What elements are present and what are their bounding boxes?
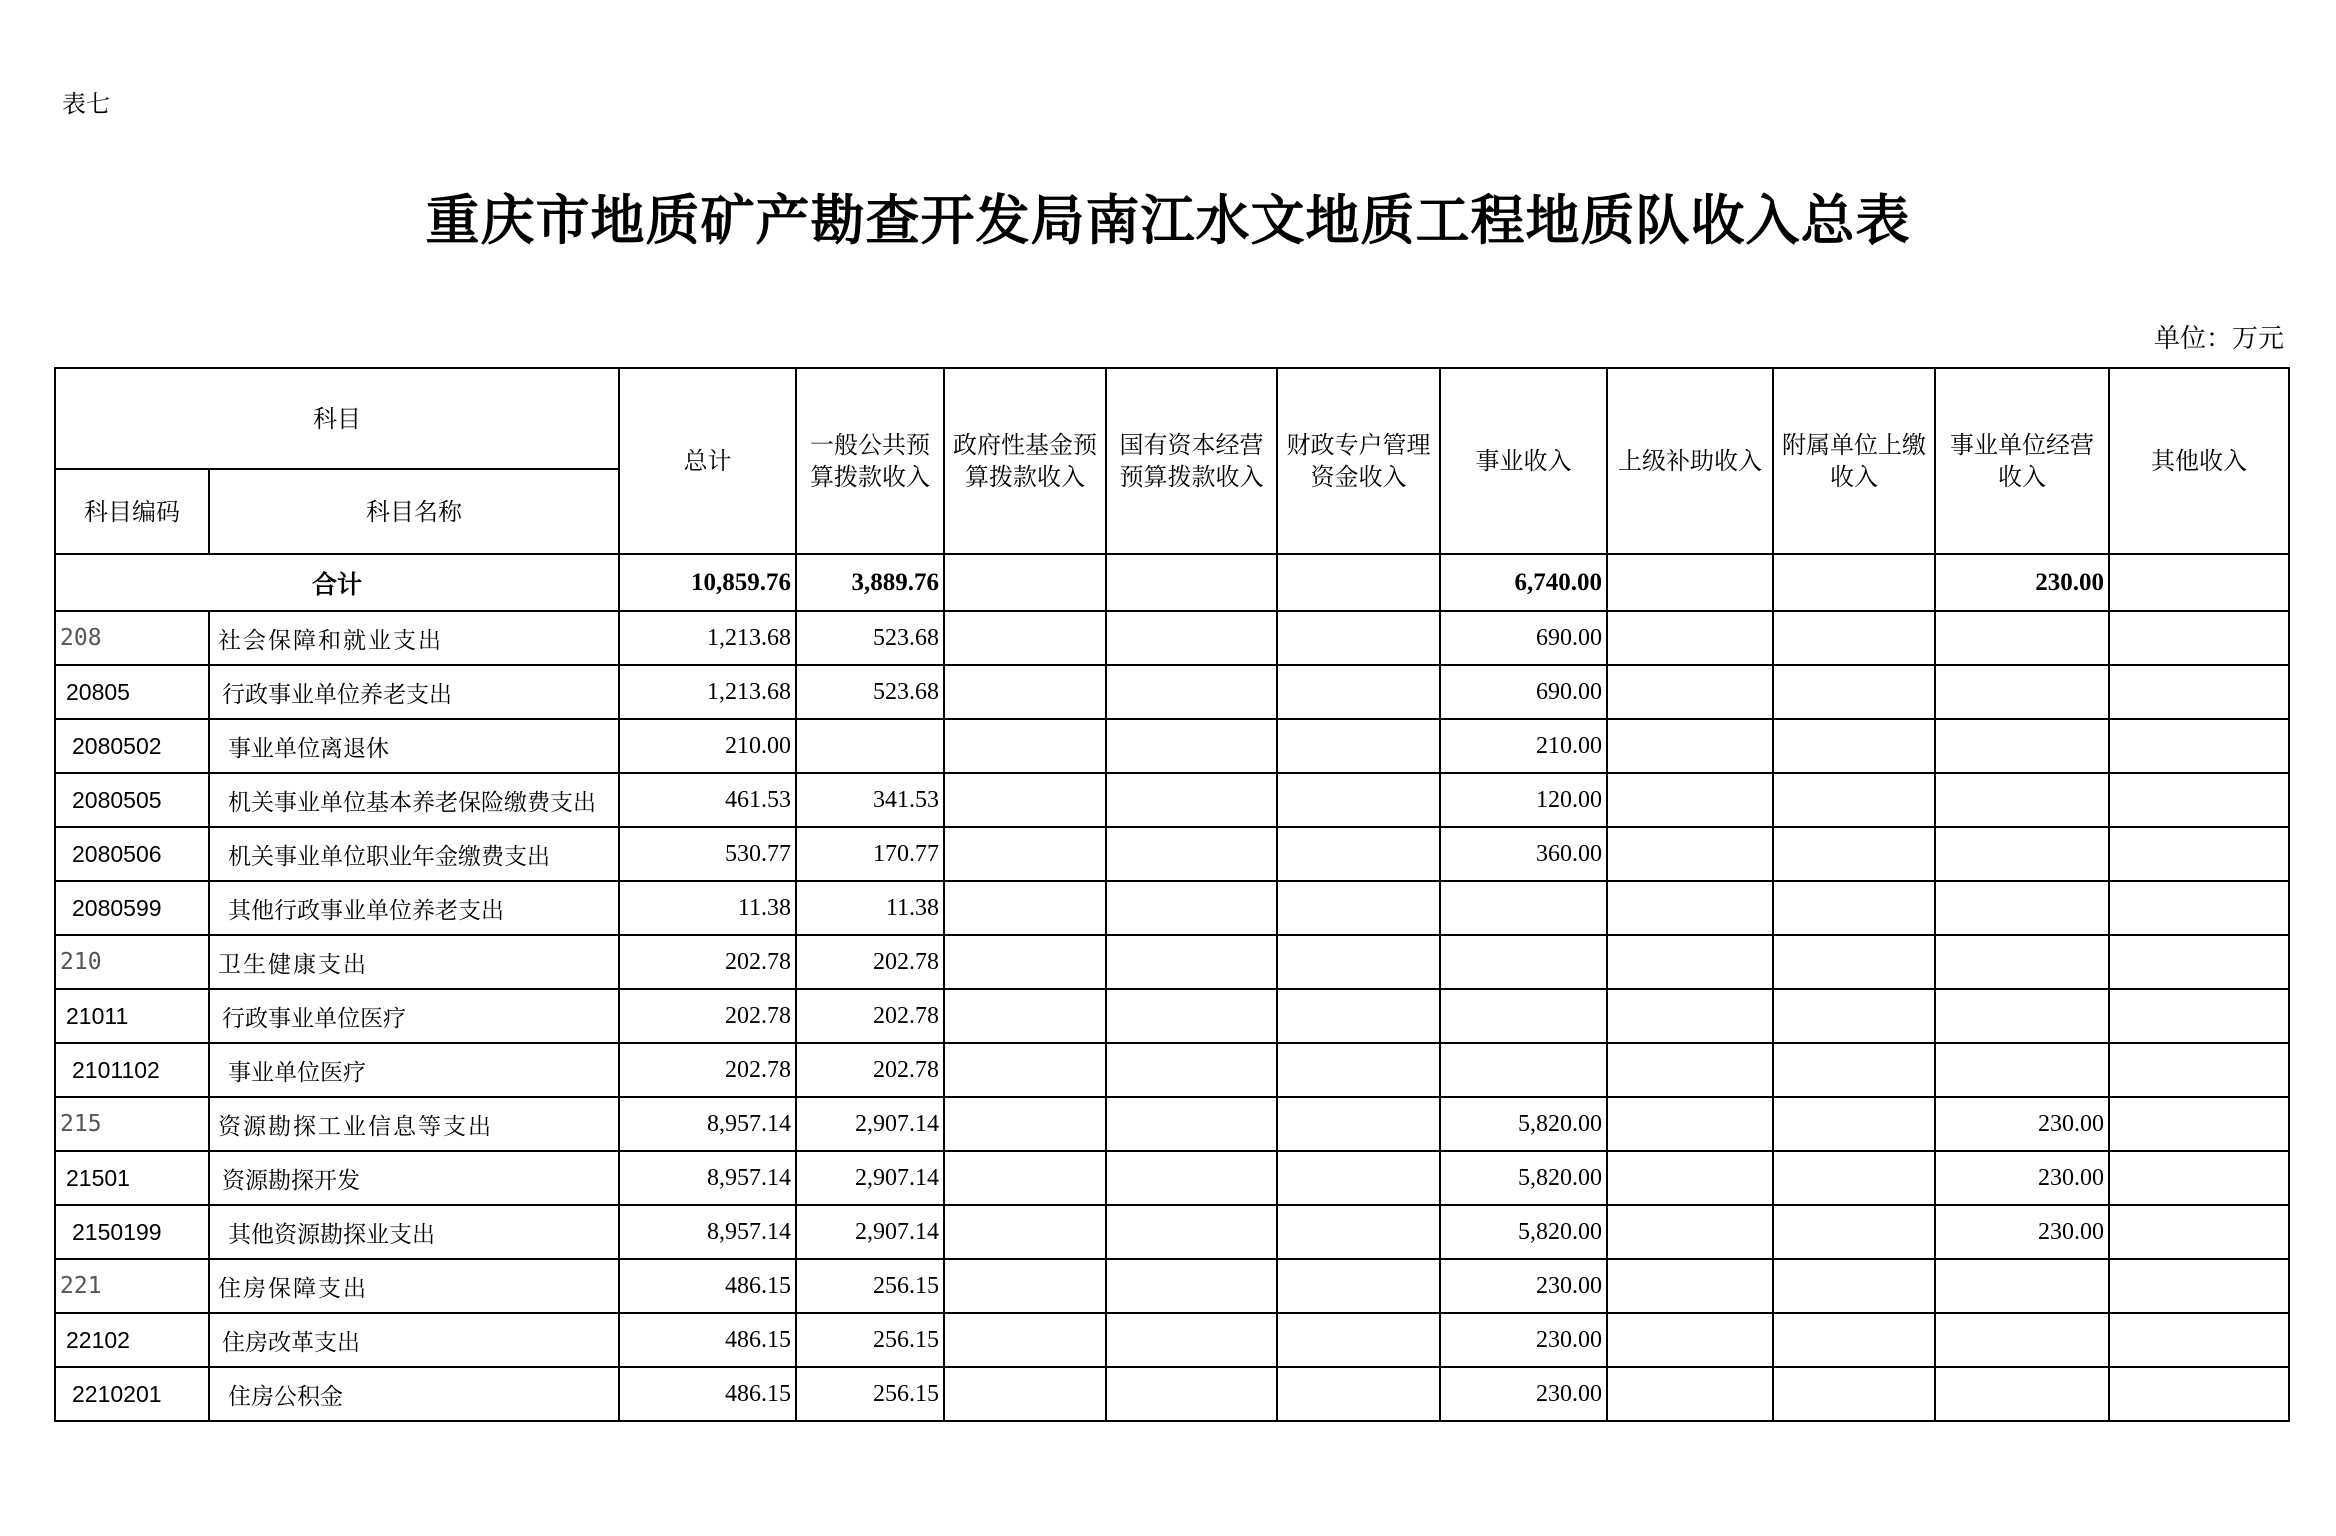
amount-cell (944, 1097, 1106, 1151)
amount-cell (1607, 827, 1773, 881)
header-col-business-income: 事业收入 (1440, 368, 1607, 554)
amount-cell (1277, 1043, 1440, 1097)
amount-cell (1935, 1043, 2109, 1097)
amount-cell (944, 719, 1106, 773)
header-col-superior-subsidy: 上级补助收入 (1607, 368, 1773, 554)
amount-cell (944, 1043, 1106, 1097)
amount-cell (1277, 827, 1440, 881)
amount-cell (944, 881, 1106, 935)
amount-cell (2109, 1367, 2289, 1421)
total-value: 10,859.76 (619, 554, 796, 611)
amount-cell (1773, 881, 1935, 935)
amount-cell (1106, 1259, 1277, 1313)
table-row (55, 1097, 2289, 1151)
amount-cell (2109, 665, 2289, 719)
amount-cell (1773, 719, 1935, 773)
amount-cell (1106, 1205, 1277, 1259)
table-row (55, 611, 2289, 665)
amount-cell (1935, 989, 2109, 1043)
amount-cell (1935, 1313, 2109, 1367)
amount-cell (2109, 611, 2289, 665)
header-subject: 科目 (55, 368, 619, 469)
table-row (55, 935, 2289, 989)
amount-cell (1106, 1313, 1277, 1367)
amount-cell (1773, 1151, 1935, 1205)
unit-label: 单位：万元 (2153, 324, 2284, 354)
total-value (1277, 554, 1440, 611)
amount-cell: 11.38 (796, 881, 944, 935)
amount-cell: 1,213.68 (619, 665, 796, 719)
amount-cell: 230.00 (1935, 1151, 2109, 1205)
amount-cell (944, 1205, 1106, 1259)
amount-cell (2109, 827, 2289, 881)
amount-cell (2109, 1313, 2289, 1367)
subject-code-cell: 21011 (55, 989, 209, 1043)
amount-cell (1607, 1259, 1773, 1313)
header-subject-code: 科目编码 (55, 469, 209, 554)
amount-cell: 256.15 (796, 1313, 944, 1367)
amount-cell: 202.78 (619, 1043, 796, 1097)
amount-cell: 210.00 (619, 719, 796, 773)
amount-cell: 486.15 (619, 1259, 796, 1313)
amount-cell (1277, 611, 1440, 665)
subject-code-cell: 2210201 (55, 1367, 209, 1421)
amount-cell: 5,820.00 (1440, 1151, 1607, 1205)
subject-code-cell: 215 (55, 1097, 209, 1151)
amount-cell (1607, 1367, 1773, 1421)
subject-name-cell: 行政事业单位医疗 (209, 989, 619, 1043)
amount-cell (1277, 881, 1440, 935)
table-row (55, 989, 2289, 1043)
amount-cell (2109, 881, 2289, 935)
subject-code-cell: 2080599 (55, 881, 209, 935)
amount-cell: 230.00 (1935, 1097, 2109, 1151)
header-col-affiliate-payment: 附属单位上缴收入 (1773, 368, 1935, 554)
amount-cell: 486.15 (619, 1367, 796, 1421)
amount-cell (1106, 989, 1277, 1043)
subject-code-cell: 210 (55, 935, 209, 989)
amount-cell: 230.00 (1440, 1313, 1607, 1367)
amount-cell: 170.77 (796, 827, 944, 881)
amount-cell (1106, 611, 1277, 665)
total-value (1773, 554, 1935, 611)
amount-cell (2109, 719, 2289, 773)
subject-name-cell: 机关事业单位职业年金缴费支出 (209, 827, 619, 881)
amount-cell (1935, 719, 2109, 773)
amount-cell: 2,907.14 (796, 1151, 944, 1205)
total-value (1106, 554, 1277, 611)
table-label: 表七 (62, 90, 110, 118)
amount-cell: 2,907.14 (796, 1097, 944, 1151)
amount-cell: 690.00 (1440, 665, 1607, 719)
subject-code-cell: 2080505 (55, 773, 209, 827)
amount-cell (944, 1313, 1106, 1367)
amount-cell (944, 1151, 1106, 1205)
total-value: 230.00 (1935, 554, 2109, 611)
amount-cell (1607, 1313, 1773, 1367)
header-row-top (55, 368, 2289, 469)
subject-name-cell: 事业单位医疗 (209, 1043, 619, 1097)
table-row (55, 773, 2289, 827)
amount-cell: 486.15 (619, 1313, 796, 1367)
header-col-other-income: 其他收入 (2109, 368, 2289, 554)
amount-cell (1106, 719, 1277, 773)
amount-cell (1935, 773, 2109, 827)
header-col-state-capital: 国有资本经营预算拨款收入 (1106, 368, 1277, 554)
total-value (2109, 554, 2289, 611)
amount-cell (1440, 1043, 1607, 1097)
subject-code-cell: 2080506 (55, 827, 209, 881)
amount-cell (1277, 665, 1440, 719)
amount-cell (1607, 989, 1773, 1043)
amount-cell (1607, 665, 1773, 719)
subject-name-cell: 资源勘探开发 (209, 1151, 619, 1205)
amount-cell (1773, 773, 1935, 827)
amount-cell: 11.38 (619, 881, 796, 935)
subject-code-cell: 20805 (55, 665, 209, 719)
header-col-operating-income: 事业单位经营收入 (1935, 368, 2109, 554)
amount-cell (2109, 1259, 2289, 1313)
amount-cell (1773, 1043, 1935, 1097)
total-value: 3,889.76 (796, 554, 944, 611)
amount-cell: 210.00 (1440, 719, 1607, 773)
amount-cell (1440, 935, 1607, 989)
amount-cell (1935, 1367, 2109, 1421)
amount-cell (1106, 1367, 1277, 1421)
amount-cell (1277, 1205, 1440, 1259)
amount-cell: 530.77 (619, 827, 796, 881)
amount-cell: 230.00 (1935, 1205, 2109, 1259)
amount-cell (1773, 1205, 1935, 1259)
amount-cell (1607, 935, 1773, 989)
amount-cell (796, 719, 944, 773)
total-value (1607, 554, 1773, 611)
amount-cell: 8,957.14 (619, 1097, 796, 1151)
amount-cell (1106, 665, 1277, 719)
amount-cell (1607, 773, 1773, 827)
amount-cell (1277, 1313, 1440, 1367)
amount-cell (944, 827, 1106, 881)
amount-cell (1935, 1259, 2109, 1313)
amount-cell (1935, 665, 2109, 719)
total-row (55, 554, 2289, 611)
amount-cell: 461.53 (619, 773, 796, 827)
amount-cell (1773, 1367, 1935, 1421)
subject-name-cell: 资源勘探工业信息等支出 (209, 1097, 619, 1151)
amount-cell (1277, 935, 1440, 989)
table-row (55, 719, 2289, 773)
amount-cell: 360.00 (1440, 827, 1607, 881)
table-row (55, 1151, 2289, 1205)
amount-cell (2109, 1205, 2289, 1259)
subject-code-cell: 22102 (55, 1313, 209, 1367)
amount-cell (2109, 935, 2289, 989)
subject-name-cell: 行政事业单位养老支出 (209, 665, 619, 719)
amount-cell: 5,820.00 (1440, 1097, 1607, 1151)
amount-cell (1607, 881, 1773, 935)
amount-cell (1607, 719, 1773, 773)
amount-cell: 1,213.68 (619, 611, 796, 665)
amount-cell: 2,907.14 (796, 1205, 944, 1259)
amount-cell (1277, 1151, 1440, 1205)
header-col-fiscal-account: 财政专户管理资金收入 (1277, 368, 1440, 554)
amount-cell: 230.00 (1440, 1367, 1607, 1421)
amount-cell: 256.15 (796, 1259, 944, 1313)
amount-cell (2109, 773, 2289, 827)
amount-cell (1773, 827, 1935, 881)
subject-code-cell: 2080502 (55, 719, 209, 773)
amount-cell (1773, 1259, 1935, 1313)
table-row (55, 827, 2289, 881)
subject-name-cell: 卫生健康支出 (209, 935, 619, 989)
amount-cell: 202.78 (619, 935, 796, 989)
amount-cell (1773, 1097, 1935, 1151)
amount-cell: 523.68 (796, 665, 944, 719)
subject-name-cell: 住房保障支出 (209, 1259, 619, 1313)
subject-code-cell: 2150199 (55, 1205, 209, 1259)
amount-cell: 230.00 (1440, 1259, 1607, 1313)
amount-cell (944, 773, 1106, 827)
amount-cell (1440, 989, 1607, 1043)
amount-cell (1935, 935, 2109, 989)
amount-cell (2109, 1151, 2289, 1205)
amount-cell (1106, 1097, 1277, 1151)
table-row (55, 881, 2289, 935)
subject-name-cell: 其他行政事业单位养老支出 (209, 881, 619, 935)
amount-cell (1106, 1043, 1277, 1097)
header-col-total: 总计 (619, 368, 796, 554)
amount-cell (1277, 1259, 1440, 1313)
subject-name-cell: 住房公积金 (209, 1367, 619, 1421)
subject-name-cell: 社会保障和就业支出 (209, 611, 619, 665)
amount-cell (944, 1367, 1106, 1421)
amount-cell (1773, 935, 1935, 989)
amount-cell: 202.78 (796, 1043, 944, 1097)
amount-cell (1935, 611, 2109, 665)
amount-cell (1607, 611, 1773, 665)
document-title: 重庆市地质矿产勘查开发局南江水文地质工程地质队收入总表 (425, 188, 1911, 252)
subject-code-cell: 221 (55, 1259, 209, 1313)
table-row (55, 665, 2289, 719)
amount-cell: 202.78 (619, 989, 796, 1043)
amount-cell (944, 935, 1106, 989)
amount-cell: 523.68 (796, 611, 944, 665)
subject-name-cell: 住房改革支出 (209, 1313, 619, 1367)
amount-cell (2109, 1043, 2289, 1097)
header-col-gov-fund: 政府性基金预算拨款收入 (944, 368, 1106, 554)
amount-cell (1935, 881, 2109, 935)
subject-code-cell: 2101102 (55, 1043, 209, 1097)
amount-cell (1773, 989, 1935, 1043)
table-row (55, 1313, 2289, 1367)
amount-cell (1773, 665, 1935, 719)
amount-cell (1106, 773, 1277, 827)
amount-cell (1277, 773, 1440, 827)
amount-cell (2109, 1097, 2289, 1151)
table-row (55, 1205, 2289, 1259)
amount-cell: 256.15 (796, 1367, 944, 1421)
amount-cell: 202.78 (796, 935, 944, 989)
amount-cell: 690.00 (1440, 611, 1607, 665)
amount-cell (1277, 989, 1440, 1043)
subject-name-cell: 其他资源勘探业支出 (209, 1205, 619, 1259)
amount-cell (1106, 935, 1277, 989)
subject-code-cell: 208 (55, 611, 209, 665)
amount-cell (944, 611, 1106, 665)
subject-name-cell: 事业单位离退休 (209, 719, 619, 773)
amount-cell (1607, 1205, 1773, 1259)
amount-cell (1773, 1313, 1935, 1367)
amount-cell (1607, 1151, 1773, 1205)
amount-cell (1773, 611, 1935, 665)
amount-cell: 202.78 (796, 989, 944, 1043)
total-label: 合计 (55, 554, 619, 611)
amount-cell: 120.00 (1440, 773, 1607, 827)
amount-cell: 8,957.14 (619, 1151, 796, 1205)
total-value (944, 554, 1106, 611)
subject-name-cell: 机关事业单位基本养老保险缴费支出 (209, 773, 619, 827)
amount-cell (944, 665, 1106, 719)
header-subject-name: 科目名称 (209, 469, 619, 554)
amount-cell (1277, 1367, 1440, 1421)
amount-cell (944, 1259, 1106, 1313)
amount-cell (1440, 881, 1607, 935)
subject-code-cell: 21501 (55, 1151, 209, 1205)
amount-cell: 341.53 (796, 773, 944, 827)
amount-cell: 5,820.00 (1440, 1205, 1607, 1259)
amount-cell: 8,957.14 (619, 1205, 796, 1259)
total-value: 6,740.00 (1440, 554, 1607, 611)
amount-cell (1106, 827, 1277, 881)
amount-cell (1935, 827, 2109, 881)
table-row (55, 1367, 2289, 1421)
amount-cell (944, 989, 1106, 1043)
table-row (55, 1043, 2289, 1097)
amount-cell (1277, 719, 1440, 773)
amount-cell (1607, 1097, 1773, 1151)
header-col-general-budget: 一般公共预算拨款收入 (796, 368, 944, 554)
amount-cell (1607, 1043, 1773, 1097)
amount-cell (1106, 1151, 1277, 1205)
income-summary-table (54, 367, 2290, 1422)
amount-cell (1277, 1097, 1440, 1151)
amount-cell (2109, 989, 2289, 1043)
table-row (55, 1259, 2289, 1313)
amount-cell (1106, 881, 1277, 935)
